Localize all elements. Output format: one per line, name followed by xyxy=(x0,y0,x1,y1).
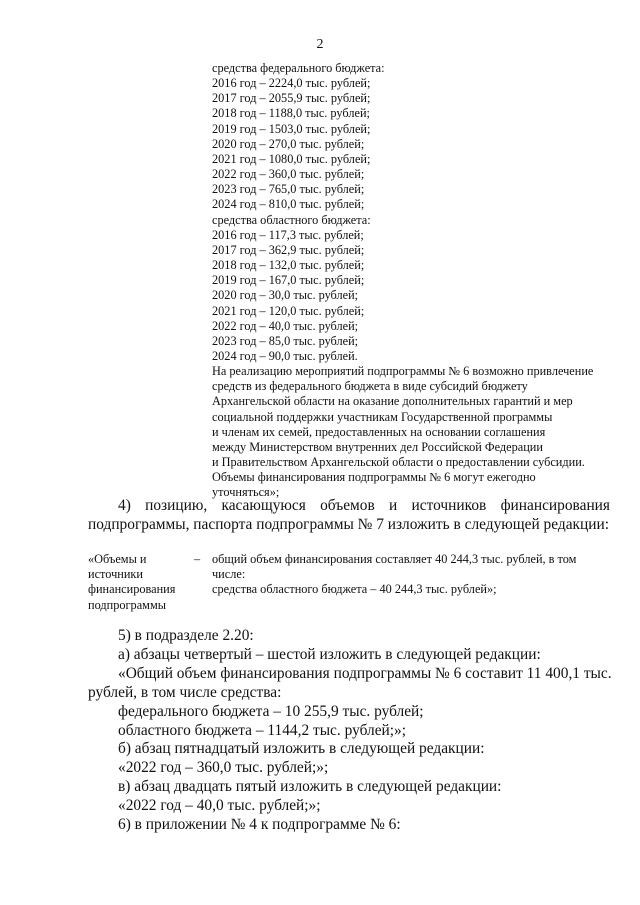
section-5-line: «2022 год – 40,0 тыс. рублей;»; xyxy=(118,797,321,815)
funding-line: 2023 год – 765,0 тыс. рублей; xyxy=(212,182,365,197)
section-5-line: рублей, в том числе средства: xyxy=(88,683,282,701)
funding-line: и Правительством Архангельской области о предоставлении субсидии. xyxy=(212,455,585,470)
funding-line: 2022 год – 360,0 тыс. рублей; xyxy=(212,167,365,182)
funding-line: 2024 год – 90,0 тыс. рублей. xyxy=(212,348,358,363)
passport-dash: – xyxy=(194,552,201,566)
funding-line: средств из федерального бюджета в виде субсидий бюджету xyxy=(212,379,528,394)
section-5-line: «Общий объем финансирования подпрограммы № 6 составит 11 400,1 тыс. xyxy=(118,664,612,682)
funding-line: уточняться»; xyxy=(212,485,280,500)
section-5-line: в) абзац двадцать пятый изложить в следующей редакции: xyxy=(118,778,502,796)
funding-line: 2016 год – 2224,0 тыс. рублей; xyxy=(212,76,371,91)
section-5-line: федерального бюджета – 10 255,9 тыс. рублей; xyxy=(118,702,424,720)
section-5-line: «2022 год – 360,0 тыс. рублей;»; xyxy=(118,759,329,777)
funding-line: На реализацию мероприятий подпрограммы № 6 возможно привлечение xyxy=(212,364,594,379)
funding-line: средства областного бюджета: xyxy=(212,212,371,227)
section-5-line: б) абзац пятнадцатый изложить в следующей редакции: xyxy=(118,740,485,758)
funding-line: 2019 год – 167,0 тыс. рублей; xyxy=(212,273,365,288)
funding-line: Архангельской области на оказание дополнительных гарантий и мер xyxy=(212,394,573,409)
passport-value-line-2: средства областного бюджета – 40 244,3 тыс. рублей»; xyxy=(212,582,497,597)
funding-line: 2023 год – 85,0 тыс. рублей; xyxy=(212,333,359,348)
funding-line: и членам их семей, предоставленных на основании соглашения xyxy=(212,424,546,439)
funding-line: 2022 год – 40,0 тыс. рублей; xyxy=(212,318,359,333)
funding-line: социальной поддержки участникам Государственной программы xyxy=(212,409,553,424)
item-4-paragraph xyxy=(88,496,610,534)
funding-line: 2020 год – 270,0 тыс. рублей; xyxy=(212,136,365,151)
passport-value-line-1: общий объем финансирования составляет 40 244,3 тыс. рублей, в том числе: xyxy=(212,552,577,582)
item-4-line-2: подпрограммы, паспорта подпрограммы № 7 изложить в следующей редакции: xyxy=(88,516,610,533)
funding-block xyxy=(212,61,602,501)
funding-line: средства федерального бюджета: xyxy=(212,61,385,75)
section-5-line: а) абзацы четвертый – шестой изложить в следующей редакции: xyxy=(118,645,541,663)
section-5 xyxy=(88,627,610,835)
section-5-line: областного бюджета – 1144,2 тыс. рублей;»; xyxy=(118,721,407,739)
funding-line: 2018 год – 132,0 тыс. рублей; xyxy=(212,258,365,273)
funding-line: Объемы финансирования подпрограммы № 6 могут ежегодно xyxy=(212,470,536,485)
funding-line: 2018 год – 1188,0 тыс. рублей; xyxy=(212,106,370,121)
section-5-line: 6) в приложении № 4 к подпрограмме № 6: xyxy=(118,816,401,834)
funding-line: 2021 год – 120,0 тыс. рублей; xyxy=(212,303,365,318)
passport-label: «Объемы и источники финансирования подпрограммы xyxy=(88,552,176,612)
funding-line: между Министерством внутренних дел Российской Федерации xyxy=(212,439,543,454)
funding-line: 2024 год – 810,0 тыс. рублей; xyxy=(212,197,365,212)
page-number: 2 xyxy=(316,37,324,52)
funding-line: 2017 год – 362,9 тыс. рублей; xyxy=(212,242,365,257)
funding-line: 2017 год – 2055,9 тыс. рублей; xyxy=(212,91,371,106)
funding-line: 2021 год – 1080,0 тыс. рублей; xyxy=(212,151,371,166)
section-5-line: 5) в подразделе 2.20: xyxy=(118,627,254,644)
item-4-line-1: 4) позицию, касающуюся объемов и источников финансирования xyxy=(118,497,610,514)
funding-line: 2016 год – 117,3 тыс. рублей; xyxy=(212,227,364,242)
passport-value xyxy=(212,552,608,598)
funding-line: 2019 год – 1503,0 тыс. рублей; xyxy=(212,121,371,136)
funding-line: 2020 год – 30,0 тыс. рублей; xyxy=(212,288,359,303)
